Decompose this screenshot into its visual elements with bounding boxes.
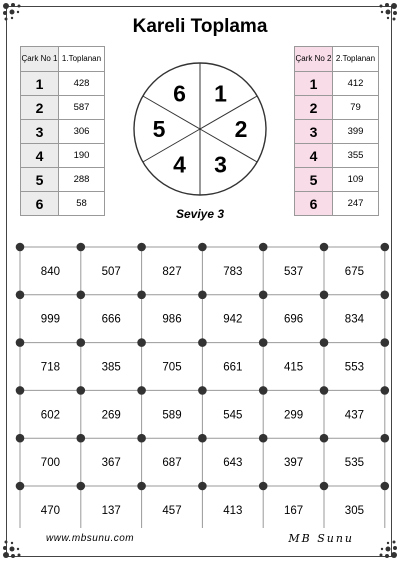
addend-value-cell: 79 (333, 96, 379, 120)
grid-dot (381, 338, 390, 347)
wheel-number-cell: 2 (21, 96, 59, 120)
wheel-number-cell: 6 (21, 192, 59, 216)
grid-dot (381, 291, 390, 300)
grid-sum-cell: 705 (162, 361, 182, 374)
grid-sum-cell: 545 (223, 409, 243, 422)
addend-value-cell: 190 (59, 144, 105, 168)
wheel2-addend-table (294, 46, 379, 216)
addend-value-cell: 109 (333, 168, 379, 192)
grid-dot (381, 482, 390, 491)
grid-dot (198, 482, 207, 491)
addend-value-cell: 412 (333, 72, 379, 96)
addend-value-cell: 428 (59, 72, 105, 96)
grid-sum-cell: 367 (101, 457, 121, 470)
wheel-number-cell: 5 (295, 168, 333, 192)
grid-dot (137, 482, 146, 491)
wheel-segment-number: 4 (173, 151, 186, 178)
addend-value-cell: 58 (59, 192, 105, 216)
grid-sum-cell: 602 (40, 409, 60, 422)
grid-sum-cell: 700 (40, 457, 60, 470)
grid-sum-cell: 537 (284, 265, 304, 278)
footer-brand: MB Sunu (288, 532, 354, 545)
grid-dot (77, 243, 86, 252)
table-header-wheel-no: Çark No 1 (21, 47, 59, 72)
wheel-number-cell: 6 (295, 192, 333, 216)
table-row (295, 96, 379, 120)
grid-dot (259, 386, 268, 395)
grid-dot (198, 386, 207, 395)
grid-sum-cell: 413 (223, 504, 243, 517)
grid-sum-cell: 942 (223, 313, 243, 326)
wheel-segment-number: 1 (214, 80, 227, 107)
wheel-number-cell: 2 (295, 96, 333, 120)
grid-dot (320, 386, 329, 395)
corner-ornament-icon (2, 533, 28, 559)
table-row (21, 120, 105, 144)
grid-sum-cell: 827 (162, 265, 182, 278)
grid-dot (77, 291, 86, 300)
grid-sum-cell: 661 (223, 361, 243, 374)
grid-dot (16, 243, 25, 252)
grid-sum-cell: 507 (101, 265, 121, 278)
grid-dot (77, 434, 86, 443)
grid-dot (320, 243, 329, 252)
wheel-number-cell: 3 (295, 120, 333, 144)
wheel-segment-number: 5 (152, 116, 166, 142)
corner-ornament-icon (372, 533, 398, 559)
wheel-segment-number: 2 (234, 116, 248, 142)
footer-website: www.mbsunu.com (46, 533, 135, 544)
page-title: Kareli Toplama (132, 16, 268, 37)
grid-dot (16, 482, 25, 491)
number-wheel (130, 52, 270, 207)
grid-sum-cell: 666 (101, 313, 121, 326)
grid-sum-cell: 299 (284, 409, 304, 422)
grid-dot (259, 338, 268, 347)
wheel1-addend-table (20, 46, 105, 216)
grid-sum-cell: 397 (284, 457, 304, 470)
grid-dot (320, 434, 329, 443)
addend-value-cell: 306 (59, 120, 105, 144)
table-row (295, 120, 379, 144)
grid-dot (381, 386, 390, 395)
grid-sum-cell: 986 (162, 313, 182, 326)
grid-sum-cell: 470 (40, 504, 60, 517)
grid-dot (381, 243, 390, 252)
grid-sum-cell: 415 (284, 361, 304, 374)
grid-sum-cell: 840 (40, 265, 60, 278)
wheel-segment-number: 3 (214, 151, 227, 178)
grid-dot (137, 386, 146, 395)
grid-dot (16, 434, 25, 443)
grid-dot (77, 386, 86, 395)
grid-dot (259, 291, 268, 300)
grid-sum-cell: 834 (344, 313, 364, 326)
table-header-addend: 1.Toplanan (59, 47, 105, 72)
grid-sum-cell: 437 (344, 409, 364, 422)
grid-sum-cell: 457 (162, 504, 182, 517)
grid-dot (16, 338, 25, 347)
grid-dot (137, 338, 146, 347)
wheel-number-cell: 5 (21, 168, 59, 192)
grid-dot (198, 291, 207, 300)
table-row (295, 144, 379, 168)
addition-grid (10, 238, 390, 528)
addend-value-cell: 587 (59, 96, 105, 120)
addend-value-cell: 355 (333, 144, 379, 168)
grid-dot (259, 243, 268, 252)
grid-dot (381, 434, 390, 443)
grid-sum-cell: 643 (223, 457, 243, 470)
wheel-number-cell: 3 (21, 120, 59, 144)
grid-dot (16, 291, 25, 300)
grid-dot (137, 243, 146, 252)
grid-dot (77, 338, 86, 347)
addend-value-cell: 399 (333, 120, 379, 144)
wheel-number-cell: 4 (21, 144, 59, 168)
grid-dot (320, 291, 329, 300)
grid-dot (320, 482, 329, 491)
addend-value-cell: 247 (333, 192, 379, 216)
table-row (21, 72, 105, 96)
table-header-addend: 2.Toplanan (333, 47, 379, 72)
grid-dot (77, 482, 86, 491)
grid-sum-cell: 589 (162, 409, 182, 422)
grid-sum-cell: 269 (101, 409, 121, 422)
grid-sum-cell: 305 (344, 504, 364, 517)
grid-sum-cell: 783 (223, 265, 243, 278)
grid-dot (137, 291, 146, 300)
grid-sum-cell: 535 (344, 457, 364, 470)
grid-dot (137, 434, 146, 443)
table-row (295, 72, 379, 96)
table-row (21, 96, 105, 120)
grid-sum-cell: 696 (284, 313, 304, 326)
level-label: Seviye 3 (175, 207, 225, 221)
table-row (21, 144, 105, 168)
grid-dot (198, 434, 207, 443)
grid-dot (320, 338, 329, 347)
grid-sum-cell: 999 (40, 313, 60, 326)
wheel-number-cell: 1 (295, 72, 333, 96)
grid-dot (198, 338, 207, 347)
table-header-wheel-no: Çark No 2 (295, 47, 333, 72)
grid-sum-cell: 137 (101, 504, 121, 517)
grid-dot (198, 243, 207, 252)
wheel-segment-number: 6 (173, 80, 186, 107)
grid-dot (259, 482, 268, 491)
table-row (21, 168, 105, 192)
grid-sum-cell: 167 (284, 504, 304, 517)
grid-dot (259, 434, 268, 443)
grid-sum-cell: 718 (40, 361, 60, 374)
addend-value-cell: 288 (59, 168, 105, 192)
table-row (295, 168, 379, 192)
grid-sum-cell: 553 (344, 361, 364, 374)
grid-dot (16, 386, 25, 395)
grid-sum-cell: 675 (344, 265, 364, 278)
grid-sum-cell: 687 (162, 457, 182, 470)
wheel-number-cell: 4 (295, 144, 333, 168)
grid-sum-cell: 385 (101, 361, 121, 374)
wheel-number-cell: 1 (21, 72, 59, 96)
